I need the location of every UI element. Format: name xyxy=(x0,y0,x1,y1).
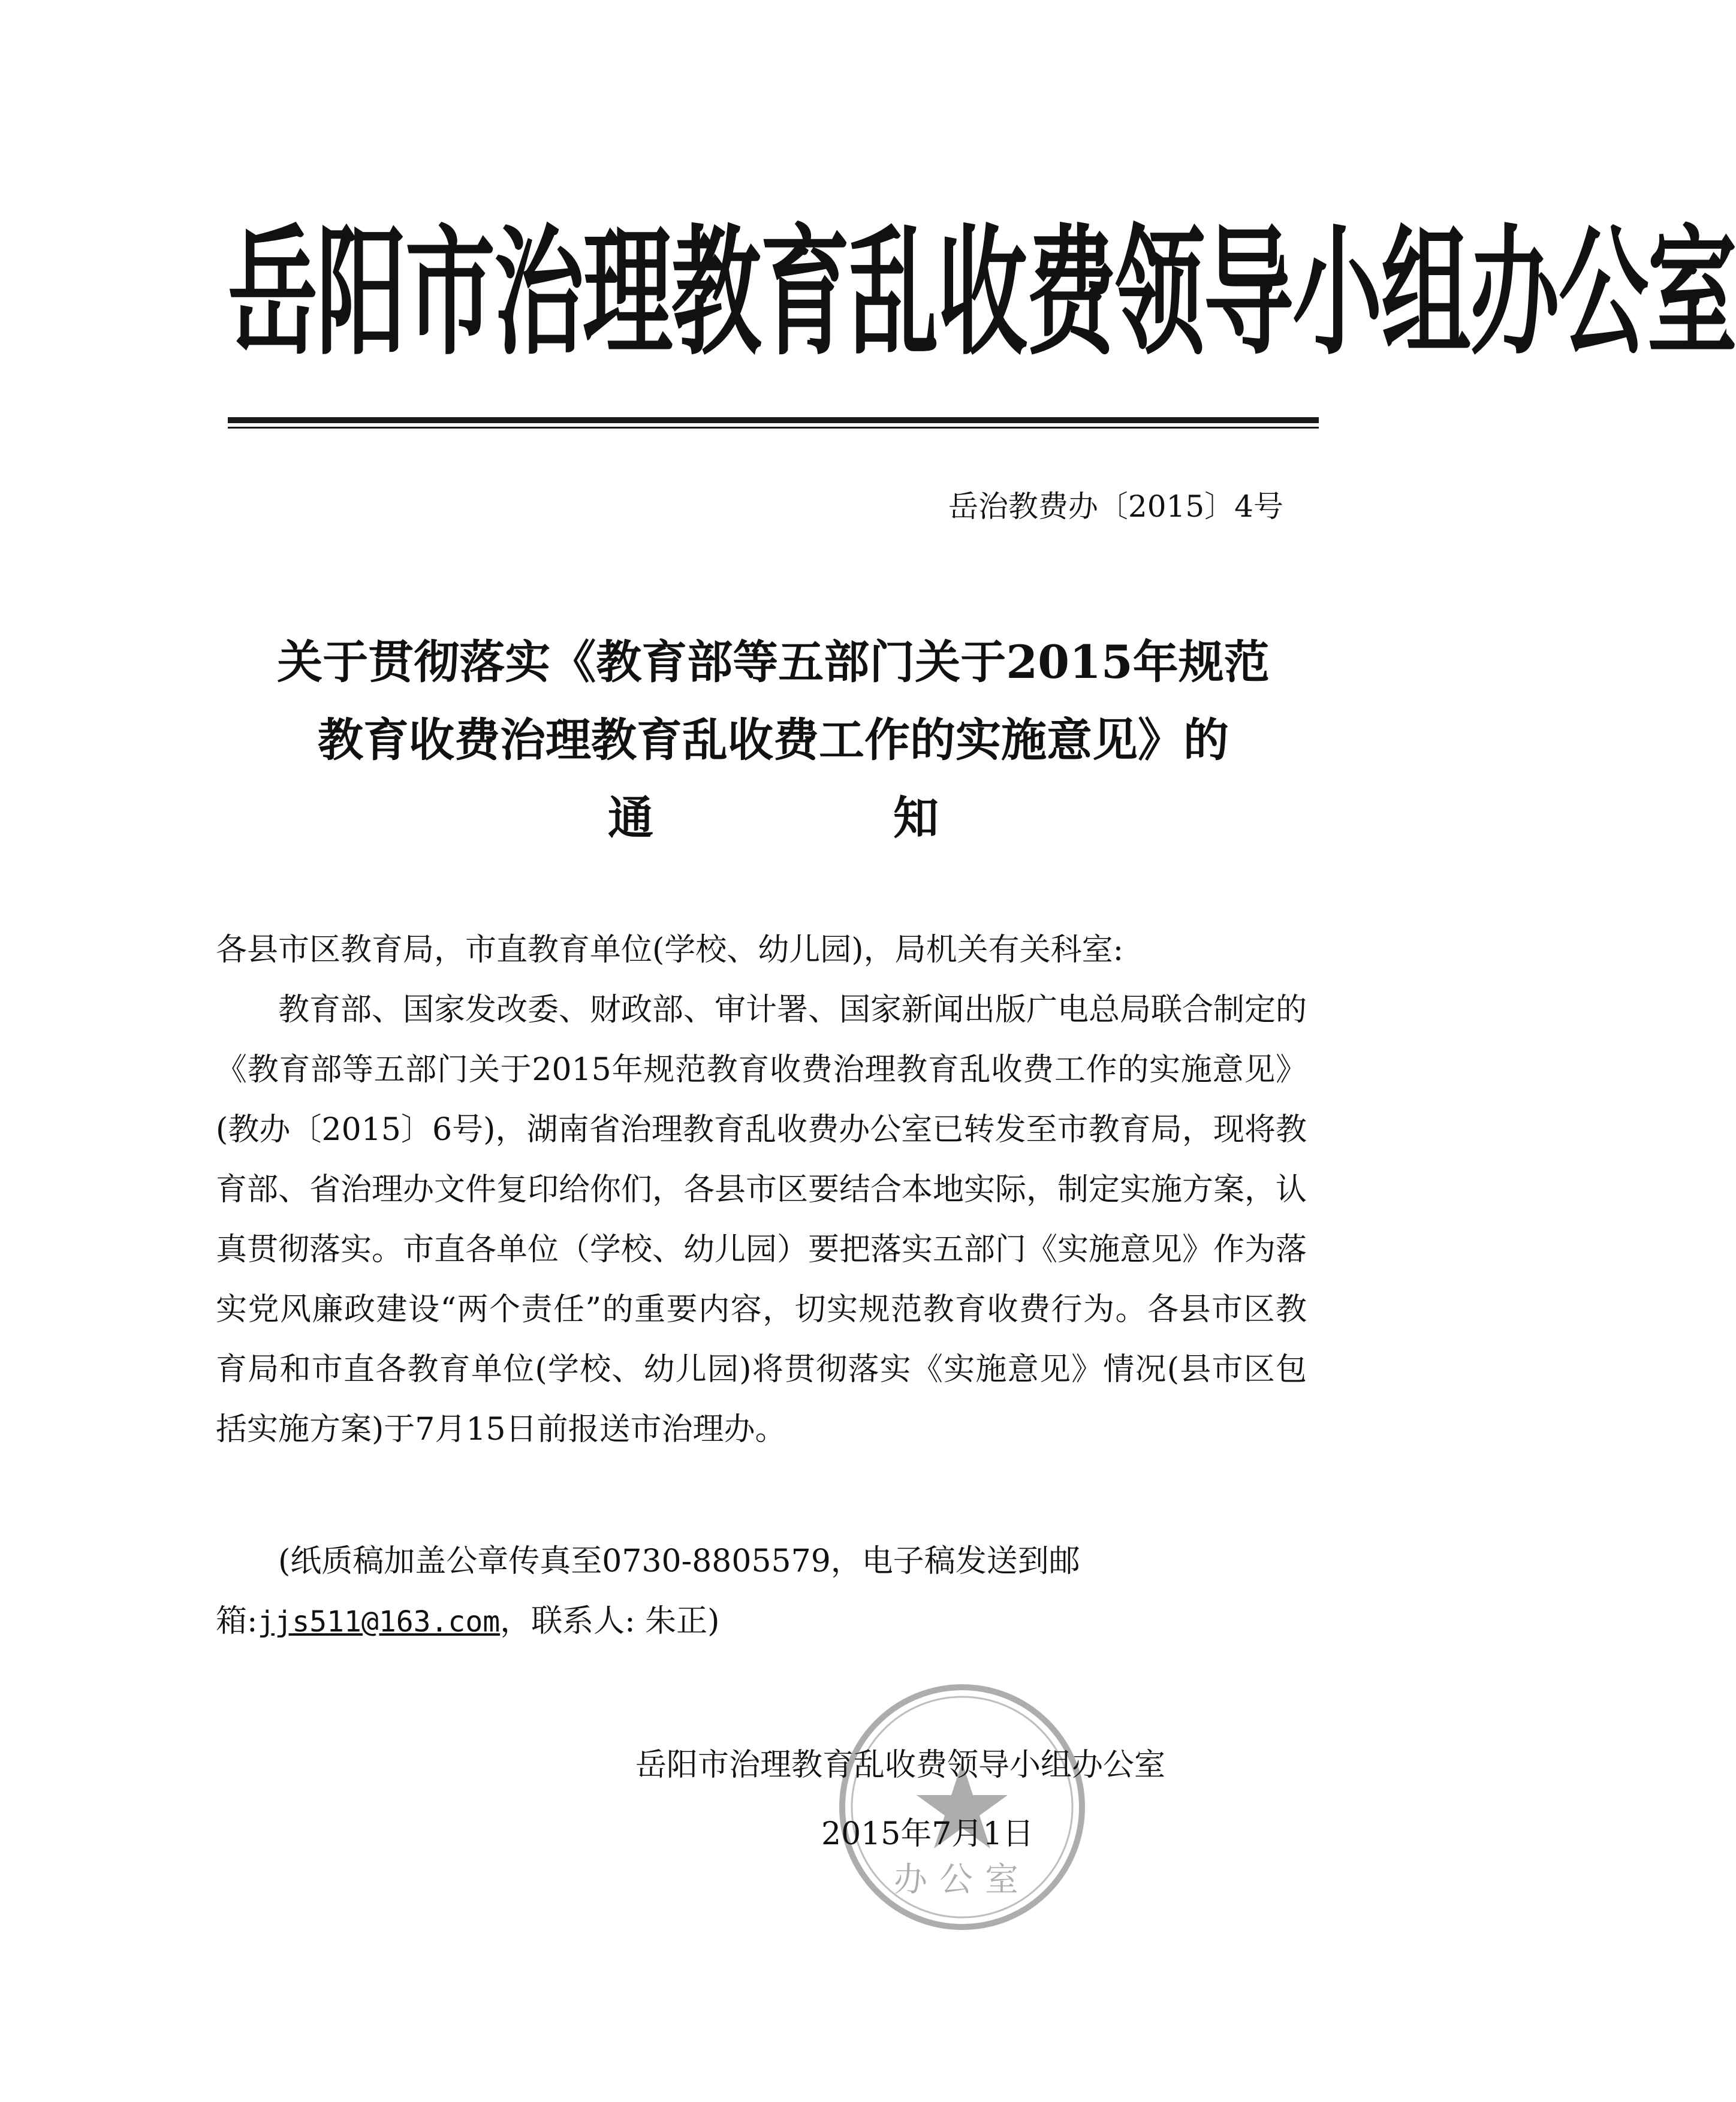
body-paragraph: 教育部、国家发改委、财政部、审计署、国家新闻出版广电总局联合制定的《教育部等五部门关于2015年规范教育收费治理教育乱收费工作的实施意见》(教办〔2015〕6号)，湖南省治理教育乱收费办公室已转发至市教育局，现将教育部、省治理办文件复印给你们，各县市区要结合本地实际，制定实施方案，认真贯彻落实。市直各单位（学校、幼儿园）要把落实五部门《实施意见》作为落实党风廉政建设“两个责任”的重要内容，切实规范教育收费行为。各县市区教育局和市直各教育单位(学校、幼儿园)将贯彻落实《实施意见》情况(县市区包括实施方案)于7月15日前报送市治理办。 xyxy=(216,992,1307,1447)
title-line-3: 通知 xyxy=(608,791,1179,845)
note-suffix: ，联系人: 朱正) xyxy=(500,1603,720,1639)
contact-note xyxy=(216,1531,1307,1652)
title-line-1: 关于贯彻落实《教育部等五部门关于2015年规范 xyxy=(277,635,1270,689)
header-rule-thin xyxy=(228,427,1319,429)
signature-date: 2015年7月1日 xyxy=(821,1816,1034,1852)
issuer-masthead: 岳阳市治理教育乱收费领导小组办公室 xyxy=(228,213,1736,375)
header-rule-thick xyxy=(228,417,1319,423)
official-seal xyxy=(833,1678,1091,1936)
document-number: 岳治教费办〔2015〕4号 xyxy=(948,489,1283,524)
note-prefix: (纸质稿加盖公章传真至0730-8805579，电子稿发送到邮箱: xyxy=(216,1543,1080,1639)
title-line-2: 教育收费治理教育乱收费工作的实施意见》的 xyxy=(318,713,1229,767)
signature-org: 岳阳市治理教育乱收费领导小组办公室 xyxy=(635,1747,1166,1783)
seal-text: 办公室 xyxy=(894,1860,1030,1899)
email-link[interactable]: jjs511@163.com xyxy=(257,1605,501,1639)
salutation: 各县市区教育局，市直教育单位(学校、幼儿园)，局机关有关科室: xyxy=(216,932,1124,968)
